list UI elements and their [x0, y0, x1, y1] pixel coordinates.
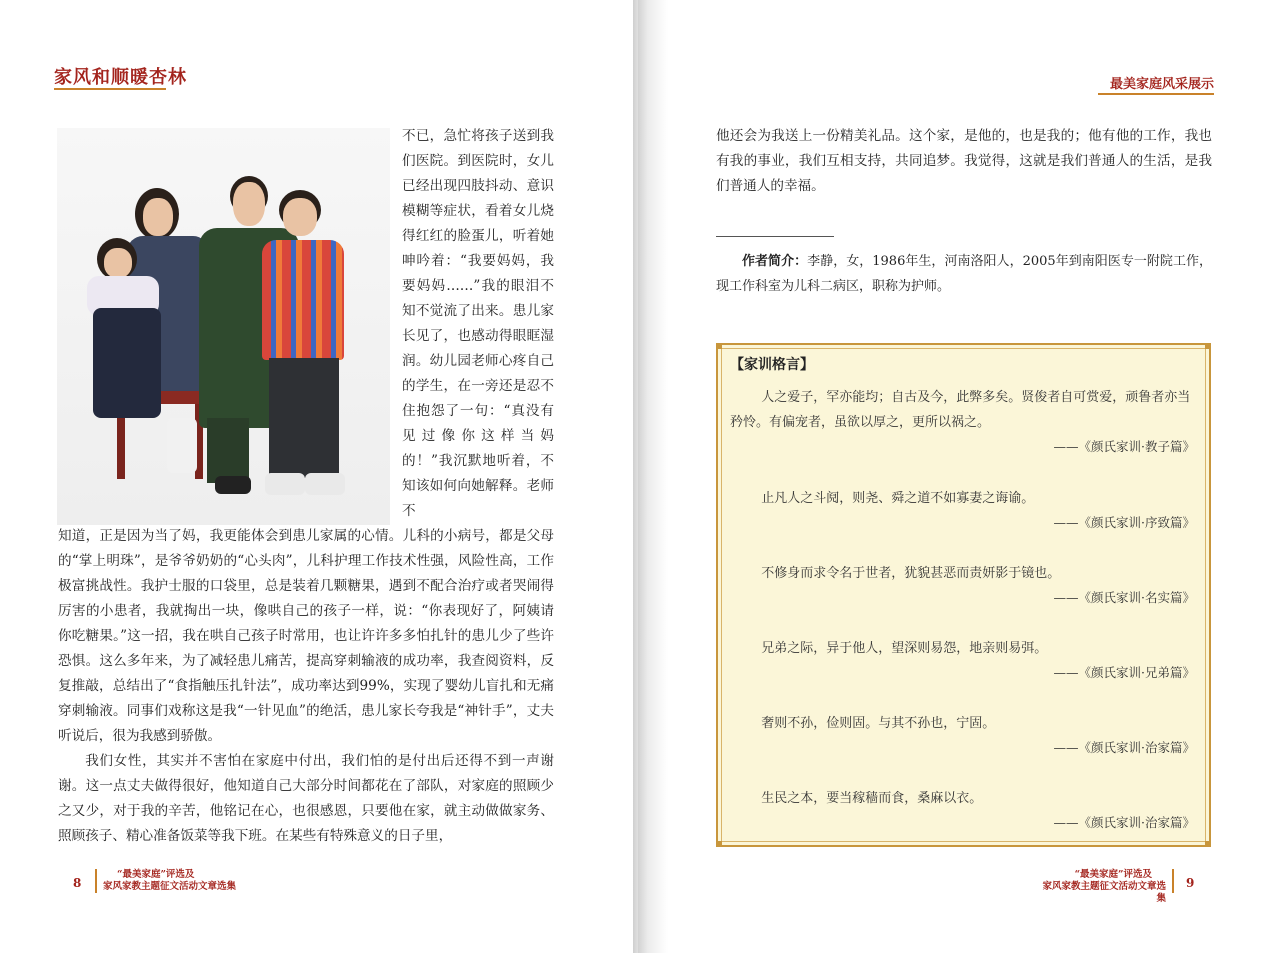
right-page-number: 9 — [1186, 876, 1195, 890]
quote-text: 止凡人之斗阋，则尧、舜之道不如寡妻之诲谕。 — [761, 491, 1035, 506]
quote-text: 人之爱子，罕亦能均；自古及今，此弊多矣。贤俊者自可赏爱，顽鲁者亦当矜怜。有偏宠者，虽欲以厚之，更所以祸之。 — [730, 390, 1191, 430]
box-corner — [716, 343, 722, 349]
quote-source: ——《颜氏家训·教子篇》 — [1053, 439, 1195, 454]
left-running-header: 家风和顺暖杏林 — [54, 67, 187, 88]
left-footer-bar — [95, 869, 97, 893]
box-corner — [716, 841, 722, 847]
box-corner — [1205, 841, 1211, 847]
right-footer-bar — [1172, 869, 1174, 893]
family-motto-box — [716, 343, 1211, 847]
text-beside-photo: 不已，急忙将孩子送到我们医院。到医院时，女儿已经出现四肢抖动、意识模糊等症状，看着女儿烧得红红的脸蛋儿，听着她呻吟着：“我要妈妈，我要妈妈……”我的眼泪不知不觉流了出来。患儿家长见了，也感动得眼眶湿润。幼儿园老师心疼自己的学生，在一旁还是忍不住抱怨了一句：“真没有见过像你这样当妈的！”我沉默地听着，不知该如何向她解释。老师不 — [402, 128, 554, 519]
author-bio — [716, 249, 1212, 299]
quote-source: ——《颜氏家训·治家篇》 — [1053, 815, 1195, 830]
right-footer — [1034, 869, 1166, 905]
left-body-text — [58, 524, 554, 849]
box-corner — [1205, 343, 1211, 349]
right-running-header: 最美家庭风采展示 — [1109, 77, 1214, 92]
author-label: 作者简介： — [742, 254, 808, 269]
quote-text: 不修身而求令名于世者，犹貌甚恶而责妍影于镜也。 — [761, 566, 1061, 581]
left-footer-line2: 家风家教主题征文活动文章选集 — [103, 881, 237, 892]
left-footer — [103, 869, 236, 893]
right-body-text: 他还会为我送上一份精美礼品。这个家，是他的，也是我的；他有他的工作，我也有我的事业，我们互相支持，共同追梦。我觉得，这就是我们普通人的生活，是我们普通人的幸福。 — [716, 128, 1212, 194]
quote-source: ——《颜氏家训·治家篇》 — [1053, 740, 1195, 755]
right-footer-line1: “最美家庭”评选及 — [1074, 869, 1152, 880]
quote-text: 兄弟之际，异于他人，望深则易怨，地亲则易弭。 — [761, 641, 1048, 656]
right-footer-line2: 家风家教主题征文活动文章选集 — [1042, 881, 1166, 904]
quote-text: 生民之本，要当稼穑而食，桑麻以衣。 — [761, 791, 983, 806]
quote-source: ——《颜氏家训·序致篇》 — [1053, 515, 1195, 530]
quote-source: ——《颜氏家训·名实篇》 — [1053, 590, 1195, 605]
paragraph-1: 知道，正是因为当了妈，我更能体会到患儿家属的心情。儿科的小病号，都是父母的“掌上明珠”，是爷爷奶奶的“心头肉”，儿科护理工作技术性强，风险性高，工作极富挑战性。我护士服的口袋里，总是装着几颗糖果，遇到不配合治疗或者哭闹得厉害的小患者，我就掏出一块，像哄自己的孩子一样，说：“你表现好了，阿姨请你吃糖果。”这一招，我在哄自己孩子时常用，也让许许多多怕扎针的患儿少了些许恐惧。这么多年来，为了减轻患儿痛苦，提高穿刺输液的成功率，我查阅资料，反复推敲，总结出了“食指触压扎针法”，成功率达到99%，实现了婴幼儿盲扎和无痛穿刺输液。同事们戏称这是我“一针见血”的绝活，患儿家长夸我是“神针手”，丈夫听说后，很为我感到骄傲。 — [58, 528, 554, 744]
left-page — [0, 0, 633, 953]
family-photo — [57, 128, 390, 525]
right-header-rule — [1098, 93, 1214, 95]
author-text: 李静，女，1986年生，河南洛阳人，2005年到南阳医专一附院工作，现工作科室为儿科二病区，职称为护师。 — [716, 254, 1212, 294]
left-footer-line1: “最美家庭”评选及 — [117, 869, 195, 880]
paragraph-2: 我们女性，其实并不害怕在家庭中付出，我们怕的是付出后还得不到一声谢谢。这一点丈夫做得很好，他知道自己大部分时间都花在了部队，对家庭的照顾少之又少，对于我的辛苦，他铭记在心，也很感恩，只要他在家，就主动做做家务、照顾孩子、精心准备饭菜等我下班。在某些有特殊意义的日子里， — [58, 753, 554, 844]
left-header-rule — [54, 88, 166, 90]
section-divider — [716, 236, 834, 237]
box-title: 【家训格言】 — [730, 357, 814, 373]
left-page-number: 8 — [73, 876, 82, 890]
quote-text: 奢则不孙，俭则固。与其不孙也，宁固。 — [761, 716, 996, 731]
quote-source: ——《颜氏家训·兄弟篇》 — [1053, 665, 1195, 680]
